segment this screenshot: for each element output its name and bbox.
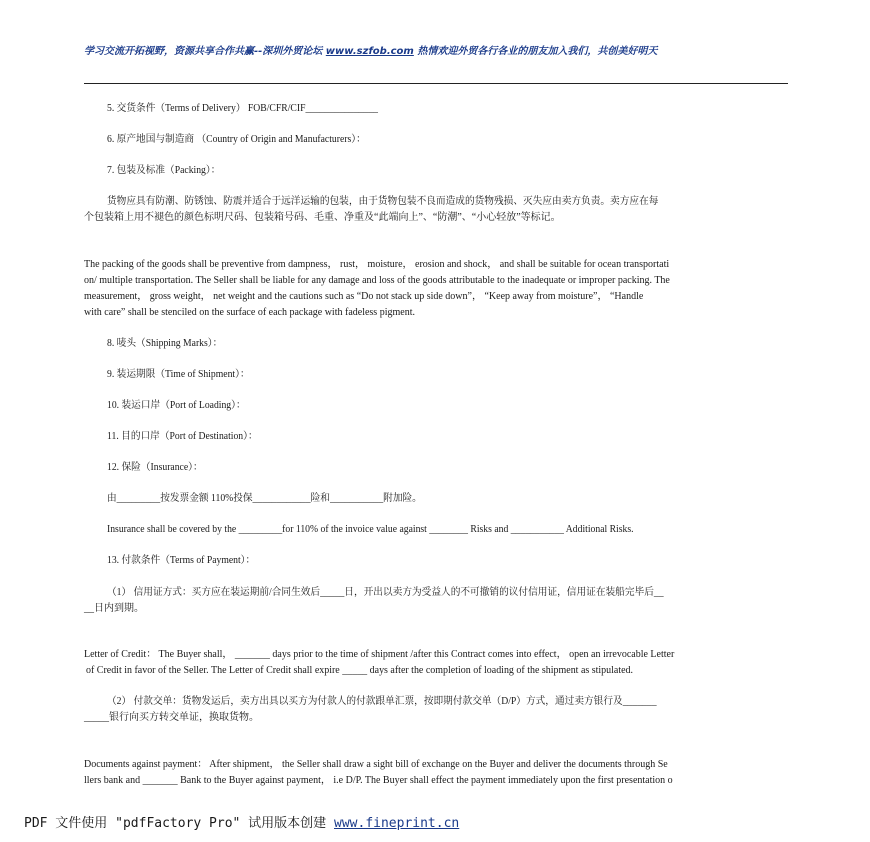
item-12-insurance: 12. 保险（Insurance）： [107,462,203,473]
pdf-footer [24,815,844,833]
header-text-after: 热情欢迎外贸各行各业的朋友加入我们，共创美好明天 [413,46,658,57]
item-7-packing: 7. 包装及标准（Packing）： [107,165,221,176]
packing-en-line-2: on/ multiple transportation. The Seller shall be liable for any damage and loss of the goods attributable to the inadequate or improper packing. The [84,275,670,286]
footer-text: PDF 文件使用 "pdfFactory Pro" 试用版本创建 [24,816,335,831]
lc-en-line-2: of Credit in favor of the Seller. The Letter of Credit shall expire _____ days after the completion of loading of the shipment as stipulated. [86,665,634,676]
lc-cn-line-2: __日内到期。 [84,603,144,614]
packing-en-line-4: with care” shall be stenciled on the surface of each package with fadeless pigment. [84,307,415,318]
footer-fineprint-link[interactable]: www.fineprint.cn [334,816,460,831]
packing-cn-line-2: 个包装箱上用不褪色的颜色标明尺码、包装箱号码、毛重、净重及“此端向上”、“防潮”、“小心轻放”等标记。 [84,212,561,223]
packing-en-line-3: measurement， gross weight， net weight and the cautions such as “Do not stack up side down”， “Keep away from moisture”， “Handle [84,291,644,302]
item-5-delivery: 5. 交货条件（Terms of Delivery） FOB/CFR/CIF_______________ [107,103,379,114]
header-divider [84,83,788,84]
insurance-en: Insurance shall be covered by the _________for 110% of the invoice value against ________ Risks and ___________ Additional Risks. [107,524,634,535]
header-text-before: 学习交流开拓视野，资源共享合作共赢--深圳外贸论坛 [84,46,326,57]
header-forum-link[interactable]: www.szfob.com [325,46,414,57]
packing-en-line-1: The packing of the goods shall be preventive from dampness， rust， moisture， erosion and shock， and shall be suitable for ocean transportati [84,259,670,270]
insurance-cn: 由_________按发票金额 110%投保____________险和___________附加险。 [107,493,422,504]
item-6-origin: 6. 原产地国与制造商 （Country of Origin and Manufacturers）： [107,134,366,145]
item-11-destination: 11. 目的口岸（Port of Destination）： [107,431,258,442]
dp-cn-line-1: （2） 付款交单：货物发运后，卖方出具以买方为付款人的付款跟单汇票，按即期付款交单（D/P）方式，通过卖方银行及_______ [107,696,657,707]
dp-en-line-1: Documents against payment： After shipment， the Seller shall draw a sight bill of exchange on the Buyer and deliver the documents through Se [84,759,668,770]
lc-cn-line-1: （1） 信用证方式：买方应在装运期前/合同生效后_____日，开出以卖方为受益人的不可撤销的议付信用证，信用证在装船完毕后__ [107,587,664,598]
dp-en-line-2: llers bank and _______ Bank to the Buyer against payment， i.e D/P. The Buyer shall effect the payment immediately upon the first presentation o [84,775,673,786]
item-10-loading: 10. 装运口岸（Port of Loading）： [107,400,246,411]
item-13-payment: 13. 付款条件（Terms of Payment）： [107,555,256,566]
item-9-shipment: 9. 装运期限（Time of Shipment）： [107,369,250,380]
page-header [84,44,792,60]
packing-cn-line-1: 货物应具有防潮、防锈蚀、防震并适合于远洋运输的包装，由于货物包装不良而造成的货物残损、灭失应由卖方负责。卖方应在每 [107,196,659,207]
lc-en-line-1: Letter of Credit： The Buyer shall， _______ days prior to the time of shipment /after this Contract comes into effect， open an irrevocable Letter [84,649,675,660]
item-8-marks: 8. 唛头（Shipping Marks）： [107,338,223,349]
dp-cn-line-2: _____银行向买方转交单证，换取货物。 [84,712,259,723]
